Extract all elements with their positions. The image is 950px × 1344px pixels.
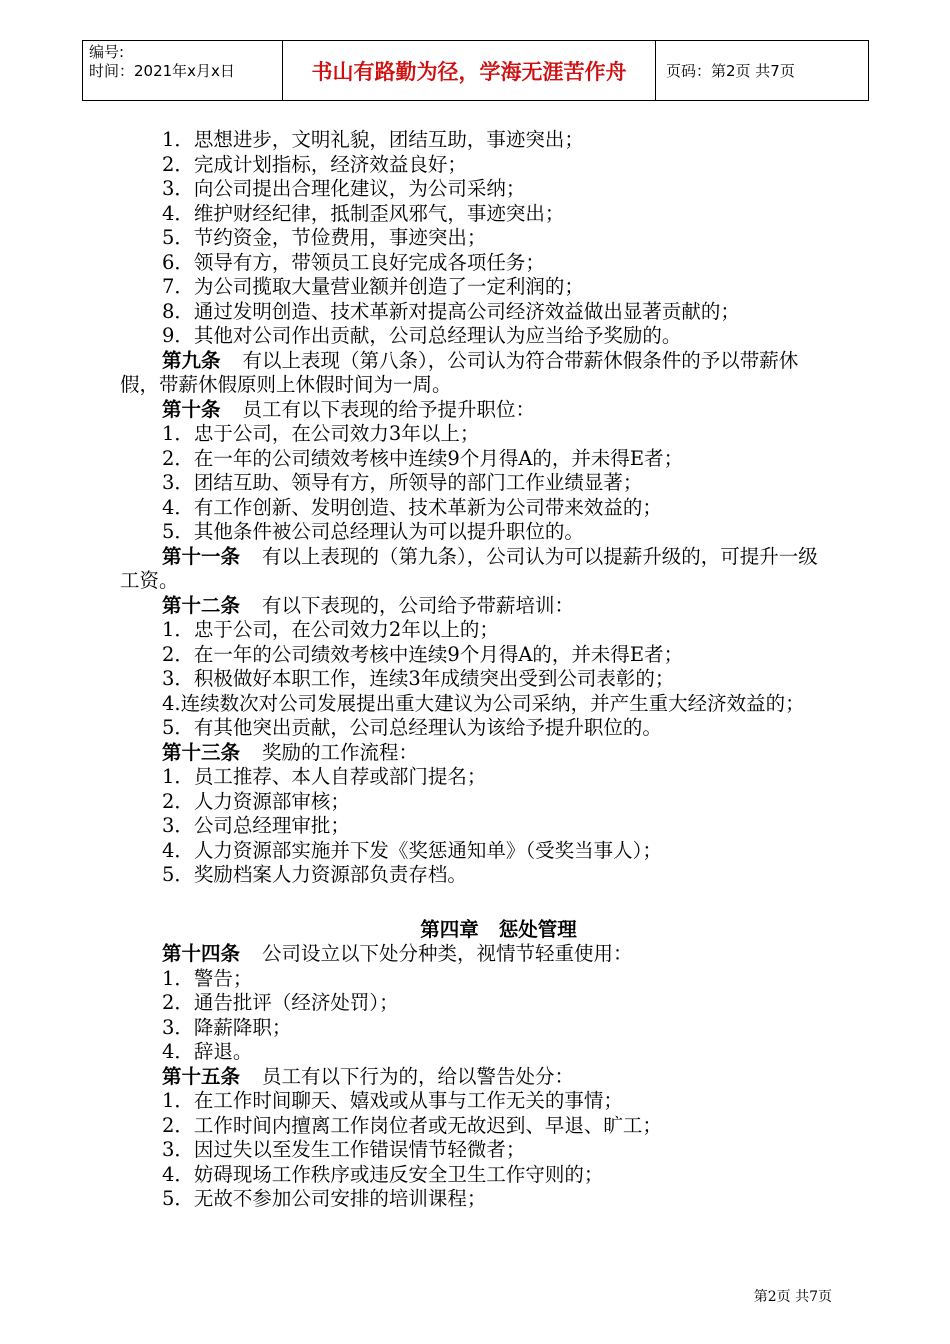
list-item: 7．为公司揽取大量营业额并创造了一定利润的； xyxy=(162,275,584,298)
list-item: 2．通告批评（经济处罚）； xyxy=(162,991,399,1014)
list-item: 9．其他对公司作出贡献，公司总经理认为应当给予奖励的。 xyxy=(162,324,682,347)
header-page-label: 页码：第2页 共7页 xyxy=(666,62,795,80)
list-item: 3．公司总经理审批； xyxy=(162,814,350,837)
list-item-text: 4.连续数次对公司发展提出重大建议为公司采纳，并产生重大经济效益的； xyxy=(162,691,805,715)
list-item: 1．思想进步，文明礼貌，团结互助，事迹突出； xyxy=(162,128,584,151)
chapter-title: 惩处管理 xyxy=(498,917,577,941)
article-title: 第十二条 xyxy=(162,593,241,617)
list-item: 1．员工推荐、本人自荐或部门提名； xyxy=(162,765,487,788)
article-text: 有以上表现（第八条），公司认为符合带薪休假条件的予以带薪休假，带薪休假原则上休假时间为一周。 xyxy=(120,348,799,396)
chapter-number: 第四章 xyxy=(420,917,479,941)
article-text: 有以上表现的（第九条），公司认为可以提薪升级的，可提升一级工资。 xyxy=(120,544,818,592)
article-13 xyxy=(120,741,835,766)
document-time-label: 时间：2021年x月x日 xyxy=(89,62,235,80)
article-text: 奖励的工作流程： xyxy=(262,740,419,764)
page-header xyxy=(82,40,869,101)
article-11 xyxy=(120,545,835,594)
article-15 xyxy=(120,1065,835,1090)
document-body xyxy=(120,128,835,1212)
header-meta xyxy=(83,41,283,100)
list-item: 4．辞退。 xyxy=(162,1040,253,1063)
list-item: 4．维护财经纪律，抵制歪风邪气，事迹突出； xyxy=(162,201,565,225)
list-item: 2．工作时间内擅离工作岗位者或无故迟到、早退、旷工； xyxy=(162,1113,662,1137)
article-title: 第十五条 xyxy=(162,1064,241,1088)
list-item: 1．忠于公司，在公司效力2年以上的； xyxy=(162,618,499,641)
list-item: 2．人力资源部审核； xyxy=(162,789,350,813)
list-item: 6．领导有方，带领员工良好完成各项任务； xyxy=(162,250,545,274)
list-item: 4．有工作创新、发明创造、技术革新为公司带来效益的； xyxy=(162,495,662,519)
list-item: 4．人力资源部实施并下发《奖惩通知单》（受奖当事人）； xyxy=(162,838,662,862)
article-12 xyxy=(120,594,835,619)
article-10 xyxy=(120,398,835,423)
article-14 xyxy=(120,942,835,967)
header-motto: 书山有路勤为径，学海无涯苦作舟 xyxy=(283,41,656,100)
list-item: 1．忠于公司，在公司效力3年以上； xyxy=(162,422,480,445)
article-title: 第十一条 xyxy=(162,544,241,568)
article-9 xyxy=(120,349,835,398)
list-item: 1．在工作时间聊天、嬉戏或从事与工作无关的事情； xyxy=(162,1089,623,1112)
list-item xyxy=(120,692,835,717)
article-title: 第十三条 xyxy=(162,740,241,764)
list-item: 5．奖励档案人力资源部负责存档。 xyxy=(162,863,467,886)
list-item: 5．其他条件被公司总经理认为可以提升职位的。 xyxy=(162,520,584,543)
document-number-label: 编号: xyxy=(89,43,125,61)
list-item: 2．在一年的公司绩效考核中连续9个月得A的，并未得E者； xyxy=(162,446,684,470)
list-item: 2．在一年的公司绩效考核中连续9个月得A的，并未得E者； xyxy=(162,642,684,666)
list-item: 3．降薪降职； xyxy=(162,1015,292,1039)
list-item: 3．积极做好本职工作，连续3年成绩突出受到公司表彰的； xyxy=(162,667,675,690)
article-text: 员工有以下表现的给予提升职位： xyxy=(242,397,536,421)
list-item: 4．妨碍现场工作秩序或违反安全卫生工作守则的； xyxy=(162,1162,604,1186)
list-item: 5．无故不参加公司安排的培训课程； xyxy=(162,1187,487,1210)
list-item: 5．有其他突出贡献，公司总经理认为该给予提升职位的。 xyxy=(162,716,662,739)
list-item: 2．完成计划指标，经济效益良好； xyxy=(162,152,467,176)
article-text: 公司设立以下处分种类，视情节轻重使用： xyxy=(262,942,633,965)
list-item: 3．团结互助、领导有方，所领导的部门工作业绩显著； xyxy=(162,471,643,494)
article-text: 员工有以下行为的，给以警告处分： xyxy=(262,1064,575,1088)
list-item: 3．向公司提出合理化建议，为公司采纳； xyxy=(162,177,526,200)
list-item: 1．警告； xyxy=(162,966,253,990)
list-item: 8．通过发明创造、技术革新对提高公司经济效益做出显著贡献的； xyxy=(162,299,740,323)
page-footer: 第2页 共7页 xyxy=(753,1289,832,1305)
article-title: 第十条 xyxy=(162,397,221,421)
article-title: 第十四条 xyxy=(162,942,241,965)
list-item: 5．节约资金，节俭费用，事迹突出； xyxy=(162,226,487,249)
list-item: 3．因过失以至发生工作错误情节轻微者； xyxy=(162,1138,526,1161)
chapter-heading xyxy=(120,918,835,943)
article-text: 有以下表现的，公司给予带薪培训： xyxy=(262,593,575,617)
article-title: 第九条 xyxy=(162,348,221,372)
